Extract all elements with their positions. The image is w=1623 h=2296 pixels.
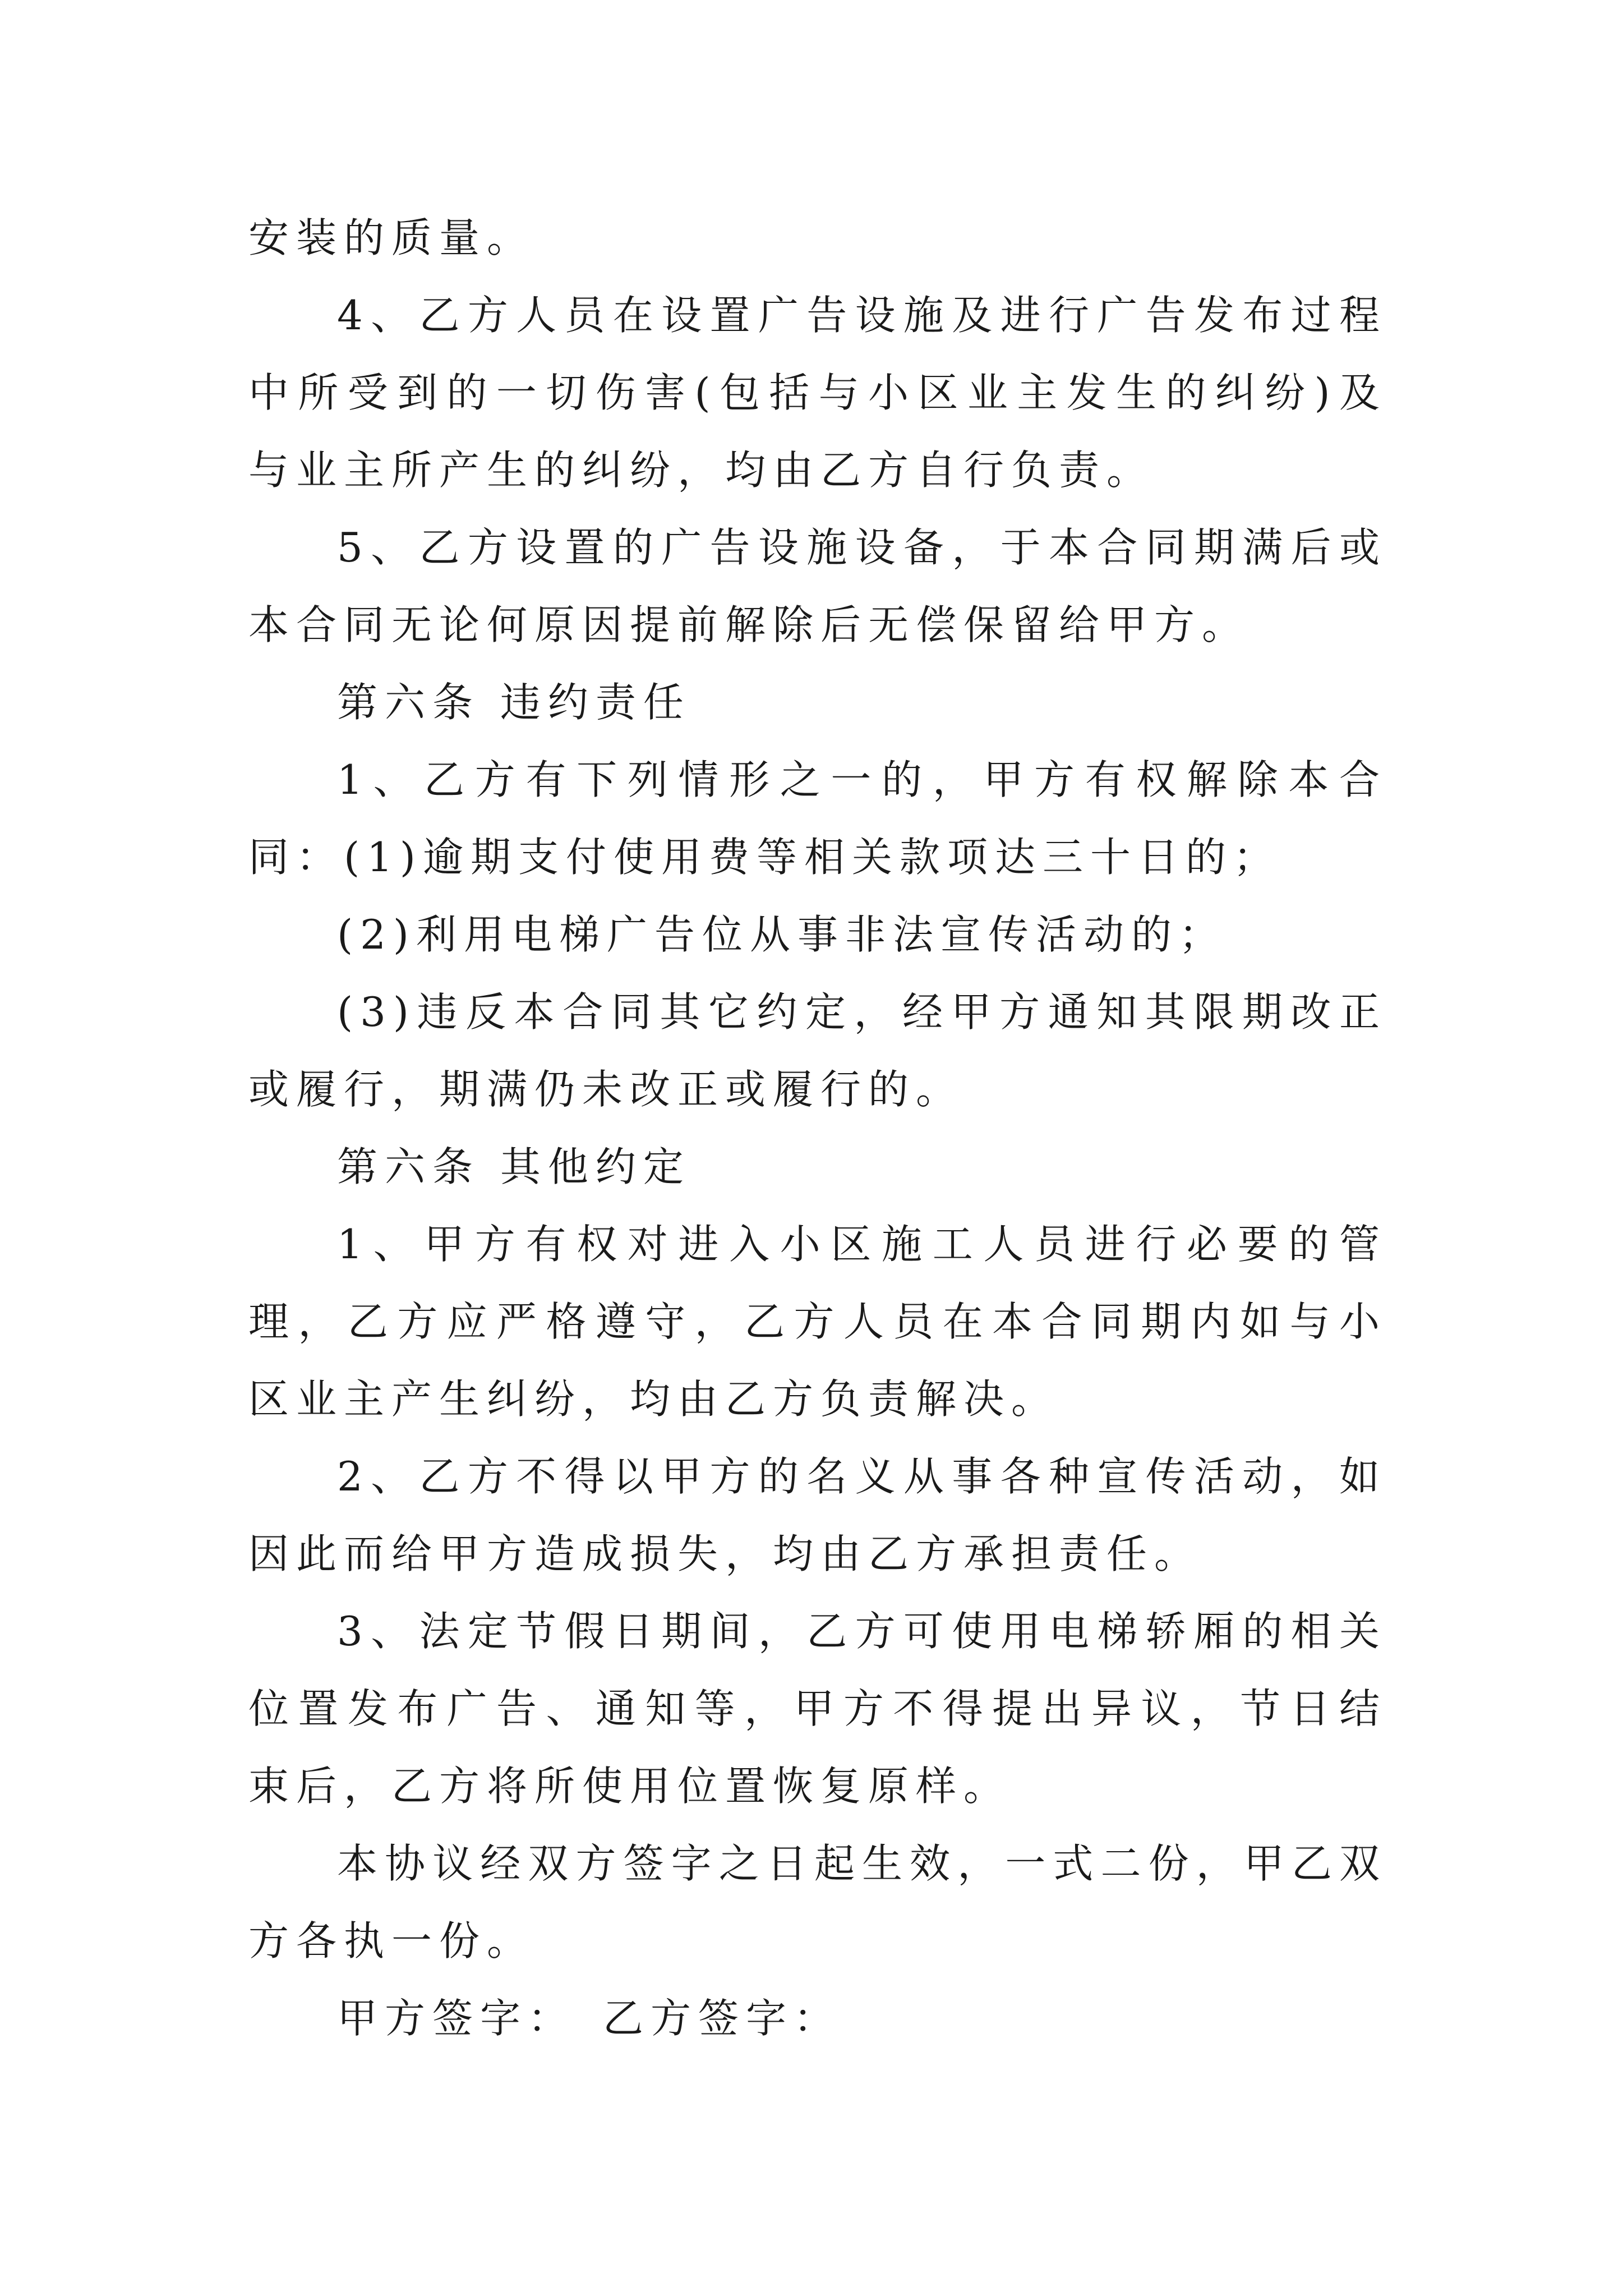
paragraph-breach-1: 1、乙方有下列情形之一的，甲方有权解除本合同：(1)逾期支付使用费等相关款项达三十日的； (248, 756, 1387, 881)
section-heading-other: 第六条 其他约定 (337, 1143, 691, 1190)
document-page (248, 199, 1387, 2057)
paragraph-continuation: 安装的质量。 (248, 214, 535, 261)
paragraph-other-3: 3、法定节假日期间，乙方可使用电梯轿厢的相关位置发布广告、通知等，甲方不得提出异议，节日结束后，乙方将所使用位置恢复原样。 (248, 1608, 1387, 1810)
paragraph-effective: 本协议经双方签字之日起生效，一式二份，甲乙双方各执一份。 (248, 1840, 1387, 1964)
paragraph-other-1: 1、甲方有权对进入小区施工人员进行必要的管理，乙方应严格遵守，乙方人员在本合同期内如与小区业主产生纠纷，均由乙方负责解决。 (248, 1221, 1387, 1423)
signature-line: 甲方签字： 乙方签字： (337, 1995, 842, 2042)
paragraph-clause-4: 4、乙方人员在设置广告设施及进行广告发布过程中所受到的一切伤害(包括与小区业主发生的纠纷)及与业主所产生的纠纷，均由乙方自行负责。 (248, 292, 1387, 494)
section-heading-breach: 第六条 违约责任 (337, 679, 691, 726)
paragraph-breach-2: (2)利用电梯广告位从事非法宣传活动的； (337, 911, 1227, 958)
paragraph-other-2: 2、乙方不得以甲方的名义从事各种宣传活动，如因此而给甲方造成损失，均由乙方承担责任。 (248, 1453, 1387, 1577)
paragraph-breach-3: (3)违反本合同其它约定，经甲方通知其限期改正或履行，期满仍未改正或履行的。 (248, 988, 1387, 1113)
paragraph-clause-5: 5、乙方设置的广告设施设备，于本合同期满后或本合同无论何原因提前解除后无偿保留给甲方。 (248, 524, 1387, 648)
